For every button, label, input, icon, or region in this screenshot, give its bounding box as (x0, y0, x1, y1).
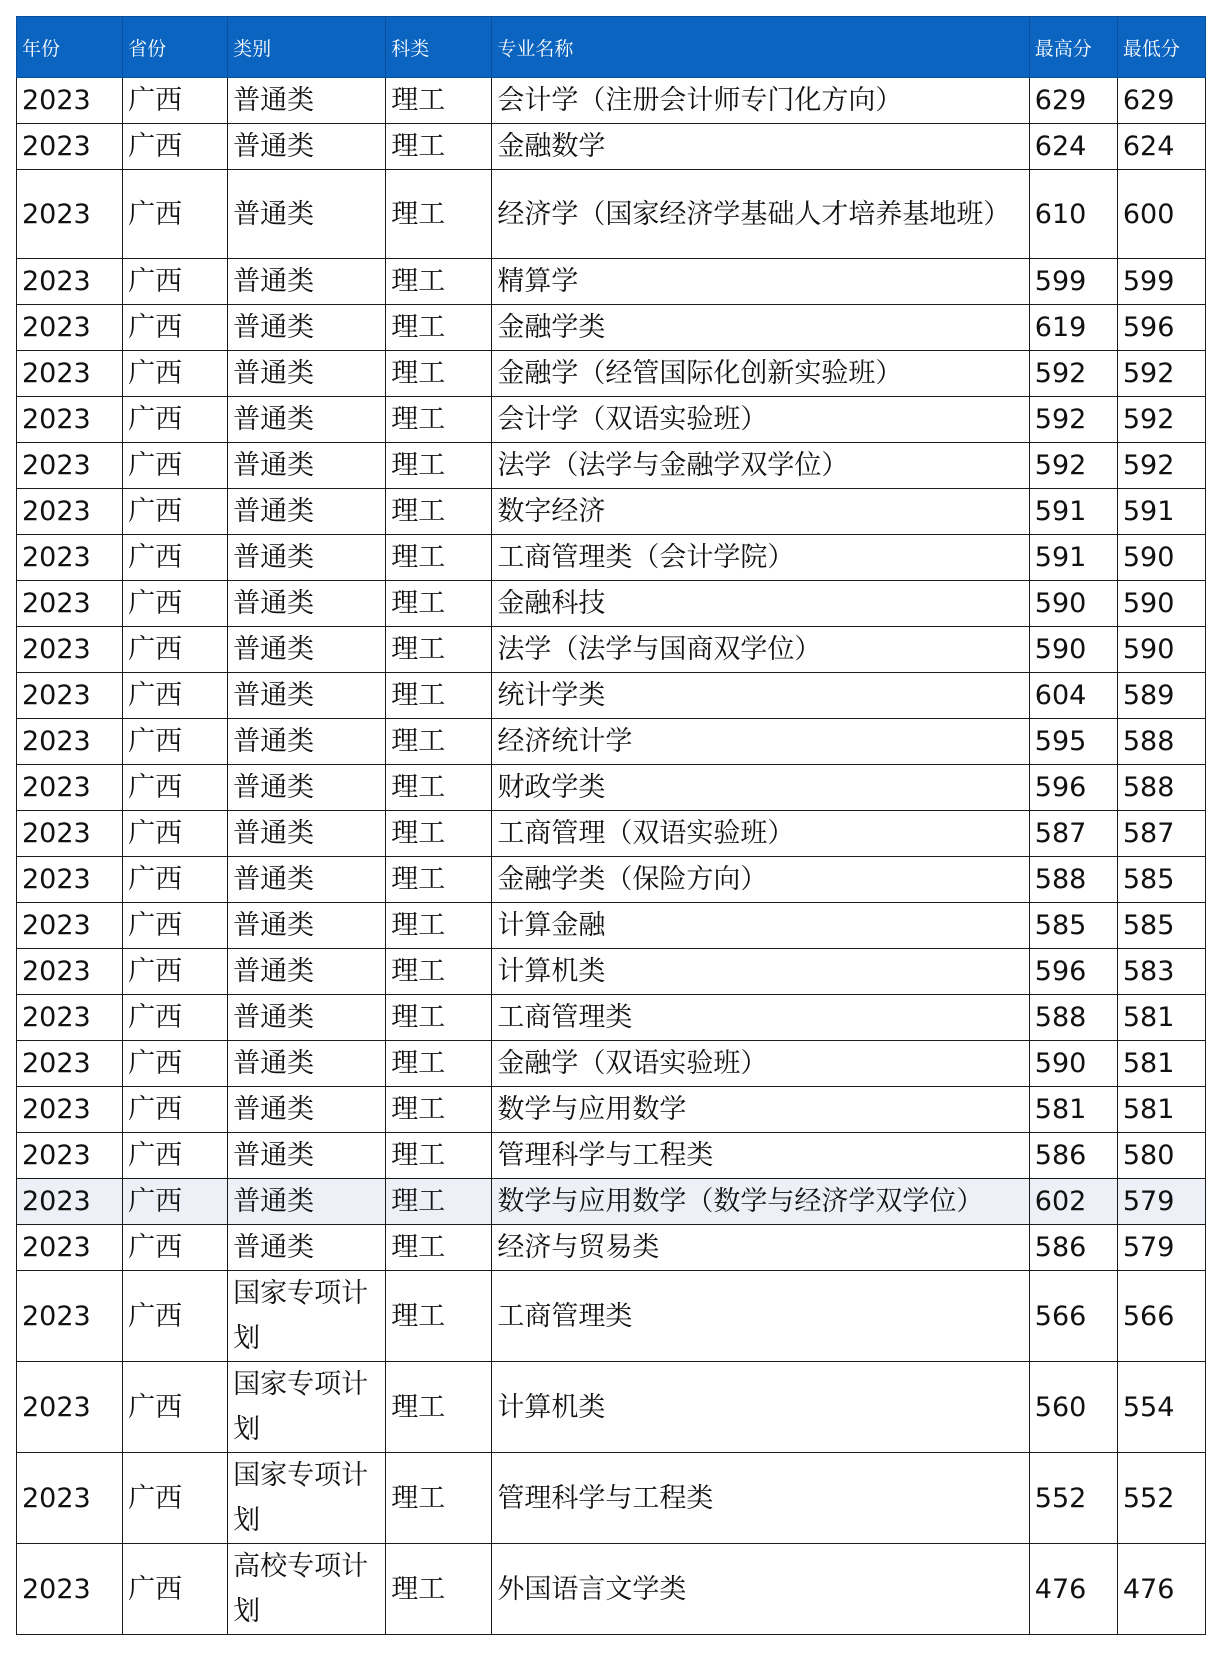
table-row (17, 78, 1206, 124)
cell-major: 金融科技 (492, 581, 1029, 627)
cell-year: 2023 (17, 1225, 123, 1271)
cell-max-score: 591 (1029, 489, 1117, 535)
cell-year: 2023 (17, 489, 123, 535)
cell-year: 2023 (17, 673, 123, 719)
cell-max-score: 476 (1029, 1544, 1117, 1635)
table-row (17, 1453, 1206, 1544)
cell-year: 2023 (17, 1179, 123, 1225)
cell-category: 普通类 (228, 995, 386, 1041)
table-row (17, 1225, 1206, 1271)
cell-year: 2023 (17, 1453, 123, 1544)
table-row (17, 443, 1206, 489)
cell-subject: 理工 (386, 259, 492, 305)
cell-year: 2023 (17, 351, 123, 397)
cell-category: 普通类 (228, 170, 386, 259)
cell-subject: 理工 (386, 351, 492, 397)
cell-year: 2023 (17, 124, 123, 170)
cell-year: 2023 (17, 857, 123, 903)
cell-province: 广西 (123, 581, 228, 627)
cell-max-score: 588 (1029, 995, 1117, 1041)
cell-max-score: 586 (1029, 1133, 1117, 1179)
cell-province: 广西 (123, 1453, 228, 1544)
cell-major: 金融学（双语实验班） (492, 1041, 1029, 1087)
cell-year: 2023 (17, 443, 123, 489)
cell-major: 统计学类 (492, 673, 1029, 719)
cell-max-score: 560 (1029, 1362, 1117, 1453)
cell-min-score: 581 (1117, 995, 1205, 1041)
cell-category: 国家专项计划 (228, 1362, 386, 1453)
cell-province: 广西 (123, 857, 228, 903)
cell-province: 广西 (123, 1041, 228, 1087)
cell-subject: 理工 (386, 1133, 492, 1179)
table-body (17, 78, 1206, 1635)
cell-major: 工商管理类（会计学院） (492, 535, 1029, 581)
table-row (17, 1087, 1206, 1133)
cell-category: 普通类 (228, 1225, 386, 1271)
cell-max-score: 596 (1029, 765, 1117, 811)
cell-province: 广西 (123, 489, 228, 535)
cell-year: 2023 (17, 1271, 123, 1362)
cell-category: 普通类 (228, 351, 386, 397)
cell-category: 普通类 (228, 443, 386, 489)
cell-max-score: 588 (1029, 857, 1117, 903)
cell-subject: 理工 (386, 1225, 492, 1271)
cell-subject: 理工 (386, 124, 492, 170)
cell-max-score: 566 (1029, 1271, 1117, 1362)
cell-year: 2023 (17, 78, 123, 124)
cell-category: 普通类 (228, 811, 386, 857)
table-row (17, 949, 1206, 995)
cell-max-score: 587 (1029, 811, 1117, 857)
cell-max-score: 624 (1029, 124, 1117, 170)
cell-min-score: 581 (1117, 1041, 1205, 1087)
cell-category: 普通类 (228, 305, 386, 351)
table-row (17, 857, 1206, 903)
cell-max-score: 619 (1029, 305, 1117, 351)
cell-province: 广西 (123, 305, 228, 351)
cell-province: 广西 (123, 1362, 228, 1453)
cell-category: 普通类 (228, 581, 386, 627)
cell-max-score: 590 (1029, 1041, 1117, 1087)
cell-province: 广西 (123, 351, 228, 397)
cell-min-score: 579 (1117, 1179, 1205, 1225)
cell-province: 广西 (123, 811, 228, 857)
cell-major: 计算机类 (492, 1362, 1029, 1453)
cell-min-score: 552 (1117, 1453, 1205, 1544)
cell-category: 普通类 (228, 1041, 386, 1087)
cell-min-score: 476 (1117, 1544, 1205, 1635)
cell-major: 经济学（国家经济学基础人才培养基地班） (492, 170, 1029, 259)
cell-subject: 理工 (386, 1087, 492, 1133)
cell-subject: 理工 (386, 78, 492, 124)
cell-major: 管理科学与工程类 (492, 1133, 1029, 1179)
table-row (17, 765, 1206, 811)
cell-province: 广西 (123, 995, 228, 1041)
cell-major: 计算机类 (492, 949, 1029, 995)
table-row (17, 1179, 1206, 1225)
cell-max-score: 592 (1029, 397, 1117, 443)
cell-min-score: 590 (1117, 535, 1205, 581)
cell-province: 广西 (123, 1271, 228, 1362)
cell-min-score: 600 (1117, 170, 1205, 259)
table-row (17, 397, 1206, 443)
cell-province: 广西 (123, 397, 228, 443)
cell-year: 2023 (17, 259, 123, 305)
header-category: 类别 (228, 17, 386, 78)
cell-province: 广西 (123, 1179, 228, 1225)
cell-category: 普通类 (228, 949, 386, 995)
table-row (17, 673, 1206, 719)
cell-subject: 理工 (386, 765, 492, 811)
cell-category: 普通类 (228, 719, 386, 765)
cell-major: 外国语言文学类 (492, 1544, 1029, 1635)
cell-major: 精算学 (492, 259, 1029, 305)
cell-major: 金融学类（保险方向） (492, 857, 1029, 903)
header-subject: 科类 (386, 17, 492, 78)
cell-year: 2023 (17, 1362, 123, 1453)
cell-subject: 理工 (386, 170, 492, 259)
header-province: 省份 (123, 17, 228, 78)
cell-major: 经济与贸易类 (492, 1225, 1029, 1271)
cell-major: 金融学（经管国际化创新实验班） (492, 351, 1029, 397)
cell-category: 普通类 (228, 397, 386, 443)
admission-score-table (16, 16, 1206, 1635)
table-row (17, 719, 1206, 765)
cell-min-score: 585 (1117, 857, 1205, 903)
cell-province: 广西 (123, 78, 228, 124)
cell-year: 2023 (17, 719, 123, 765)
cell-province: 广西 (123, 1544, 228, 1635)
cell-year: 2023 (17, 1041, 123, 1087)
cell-category: 普通类 (228, 124, 386, 170)
cell-subject: 理工 (386, 1271, 492, 1362)
cell-max-score: 602 (1029, 1179, 1117, 1225)
cell-major: 计算金融 (492, 903, 1029, 949)
cell-year: 2023 (17, 581, 123, 627)
table-row (17, 581, 1206, 627)
cell-year: 2023 (17, 995, 123, 1041)
cell-max-score: 590 (1029, 627, 1117, 673)
cell-min-score: 592 (1117, 351, 1205, 397)
header-row (17, 17, 1206, 78)
table-row (17, 1041, 1206, 1087)
table-row (17, 1271, 1206, 1362)
cell-max-score: 610 (1029, 170, 1117, 259)
cell-major: 法学（法学与金融学双学位） (492, 443, 1029, 489)
cell-subject: 理工 (386, 1179, 492, 1225)
cell-max-score: 552 (1029, 1453, 1117, 1544)
cell-min-score: 554 (1117, 1362, 1205, 1453)
table-row (17, 535, 1206, 581)
cell-min-score: 583 (1117, 949, 1205, 995)
cell-min-score: 581 (1117, 1087, 1205, 1133)
cell-category: 普通类 (228, 259, 386, 305)
cell-category: 普通类 (228, 1133, 386, 1179)
cell-province: 广西 (123, 903, 228, 949)
cell-category: 国家专项计划 (228, 1271, 386, 1362)
cell-subject: 理工 (386, 995, 492, 1041)
cell-province: 广西 (123, 627, 228, 673)
cell-subject: 理工 (386, 1453, 492, 1544)
cell-max-score: 591 (1029, 535, 1117, 581)
cell-max-score: 599 (1029, 259, 1117, 305)
cell-major: 工商管理类 (492, 1271, 1029, 1362)
cell-province: 广西 (123, 949, 228, 995)
cell-province: 广西 (123, 1133, 228, 1179)
cell-subject: 理工 (386, 1544, 492, 1635)
table-row (17, 351, 1206, 397)
cell-year: 2023 (17, 305, 123, 351)
cell-max-score: 585 (1029, 903, 1117, 949)
cell-category: 普通类 (228, 673, 386, 719)
cell-min-score: 585 (1117, 903, 1205, 949)
cell-year: 2023 (17, 397, 123, 443)
cell-province: 广西 (123, 535, 228, 581)
cell-max-score: 629 (1029, 78, 1117, 124)
cell-min-score: 590 (1117, 581, 1205, 627)
table-row (17, 170, 1206, 259)
cell-province: 广西 (123, 1225, 228, 1271)
cell-min-score: 591 (1117, 489, 1205, 535)
cell-year: 2023 (17, 765, 123, 811)
cell-max-score: 586 (1029, 1225, 1117, 1271)
cell-province: 广西 (123, 443, 228, 489)
cell-category: 普通类 (228, 857, 386, 903)
cell-min-score: 588 (1117, 765, 1205, 811)
cell-subject: 理工 (386, 535, 492, 581)
table-row (17, 305, 1206, 351)
cell-min-score: 592 (1117, 397, 1205, 443)
table-row (17, 811, 1206, 857)
cell-subject: 理工 (386, 673, 492, 719)
cell-subject: 理工 (386, 1362, 492, 1453)
cell-subject: 理工 (386, 305, 492, 351)
cell-major: 数学与应用数学（数学与经济学双学位） (492, 1179, 1029, 1225)
cell-major: 会计学（双语实验班） (492, 397, 1029, 443)
cell-category: 普通类 (228, 489, 386, 535)
cell-major: 财政学类 (492, 765, 1029, 811)
header-max-score: 最高分 (1029, 17, 1117, 78)
cell-major: 工商管理类 (492, 995, 1029, 1041)
cell-major: 金融学类 (492, 305, 1029, 351)
cell-province: 广西 (123, 719, 228, 765)
cell-subject: 理工 (386, 1041, 492, 1087)
table-row (17, 489, 1206, 535)
cell-year: 2023 (17, 170, 123, 259)
cell-min-score: 579 (1117, 1225, 1205, 1271)
table-row (17, 995, 1206, 1041)
cell-major: 管理科学与工程类 (492, 1453, 1029, 1544)
header-major: 专业名称 (492, 17, 1029, 78)
cell-subject: 理工 (386, 581, 492, 627)
header-min-score: 最低分 (1117, 17, 1205, 78)
cell-year: 2023 (17, 535, 123, 581)
table-row (17, 1544, 1206, 1635)
cell-subject: 理工 (386, 489, 492, 535)
table-row (17, 627, 1206, 673)
cell-max-score: 596 (1029, 949, 1117, 995)
cell-min-score: 588 (1117, 719, 1205, 765)
cell-major: 法学（法学与国商双学位） (492, 627, 1029, 673)
cell-subject: 理工 (386, 857, 492, 903)
cell-year: 2023 (17, 949, 123, 995)
table-row (17, 124, 1206, 170)
cell-category: 普通类 (228, 765, 386, 811)
table-row (17, 1133, 1206, 1179)
cell-province: 广西 (123, 673, 228, 719)
cell-subject: 理工 (386, 949, 492, 995)
cell-min-score: 590 (1117, 627, 1205, 673)
cell-max-score: 592 (1029, 443, 1117, 489)
cell-max-score: 590 (1029, 581, 1117, 627)
header-year: 年份 (17, 17, 123, 78)
cell-province: 广西 (123, 124, 228, 170)
cell-category: 普通类 (228, 78, 386, 124)
cell-category: 普通类 (228, 627, 386, 673)
cell-min-score: 629 (1117, 78, 1205, 124)
cell-category: 国家专项计划 (228, 1453, 386, 1544)
cell-max-score: 581 (1029, 1087, 1117, 1133)
cell-year: 2023 (17, 1087, 123, 1133)
cell-major: 数字经济 (492, 489, 1029, 535)
cell-year: 2023 (17, 811, 123, 857)
cell-category: 普通类 (228, 1179, 386, 1225)
cell-major: 数学与应用数学 (492, 1087, 1029, 1133)
table-row (17, 259, 1206, 305)
cell-min-score: 566 (1117, 1271, 1205, 1362)
table-row (17, 1362, 1206, 1453)
cell-min-score: 592 (1117, 443, 1205, 489)
cell-min-score: 624 (1117, 124, 1205, 170)
cell-year: 2023 (17, 627, 123, 673)
cell-subject: 理工 (386, 903, 492, 949)
table-row (17, 903, 1206, 949)
cell-major: 会计学（注册会计师专门化方向） (492, 78, 1029, 124)
cell-province: 广西 (123, 259, 228, 305)
cell-subject: 理工 (386, 719, 492, 765)
cell-subject: 理工 (386, 811, 492, 857)
cell-subject: 理工 (386, 627, 492, 673)
cell-subject: 理工 (386, 443, 492, 489)
cell-year: 2023 (17, 1133, 123, 1179)
cell-category: 高校专项计划 (228, 1544, 386, 1635)
cell-major: 工商管理（双语实验班） (492, 811, 1029, 857)
cell-max-score: 604 (1029, 673, 1117, 719)
cell-subject: 理工 (386, 397, 492, 443)
cell-min-score: 599 (1117, 259, 1205, 305)
cell-year: 2023 (17, 1544, 123, 1635)
cell-province: 广西 (123, 765, 228, 811)
cell-province: 广西 (123, 1087, 228, 1133)
cell-category: 普通类 (228, 535, 386, 581)
cell-province: 广西 (123, 170, 228, 259)
cell-major: 金融数学 (492, 124, 1029, 170)
cell-min-score: 587 (1117, 811, 1205, 857)
cell-max-score: 595 (1029, 719, 1117, 765)
cell-min-score: 580 (1117, 1133, 1205, 1179)
cell-min-score: 596 (1117, 305, 1205, 351)
cell-year: 2023 (17, 903, 123, 949)
cell-min-score: 589 (1117, 673, 1205, 719)
table-header (17, 17, 1206, 78)
cell-category: 普通类 (228, 903, 386, 949)
cell-category: 普通类 (228, 1087, 386, 1133)
cell-max-score: 592 (1029, 351, 1117, 397)
cell-major: 经济统计学 (492, 719, 1029, 765)
